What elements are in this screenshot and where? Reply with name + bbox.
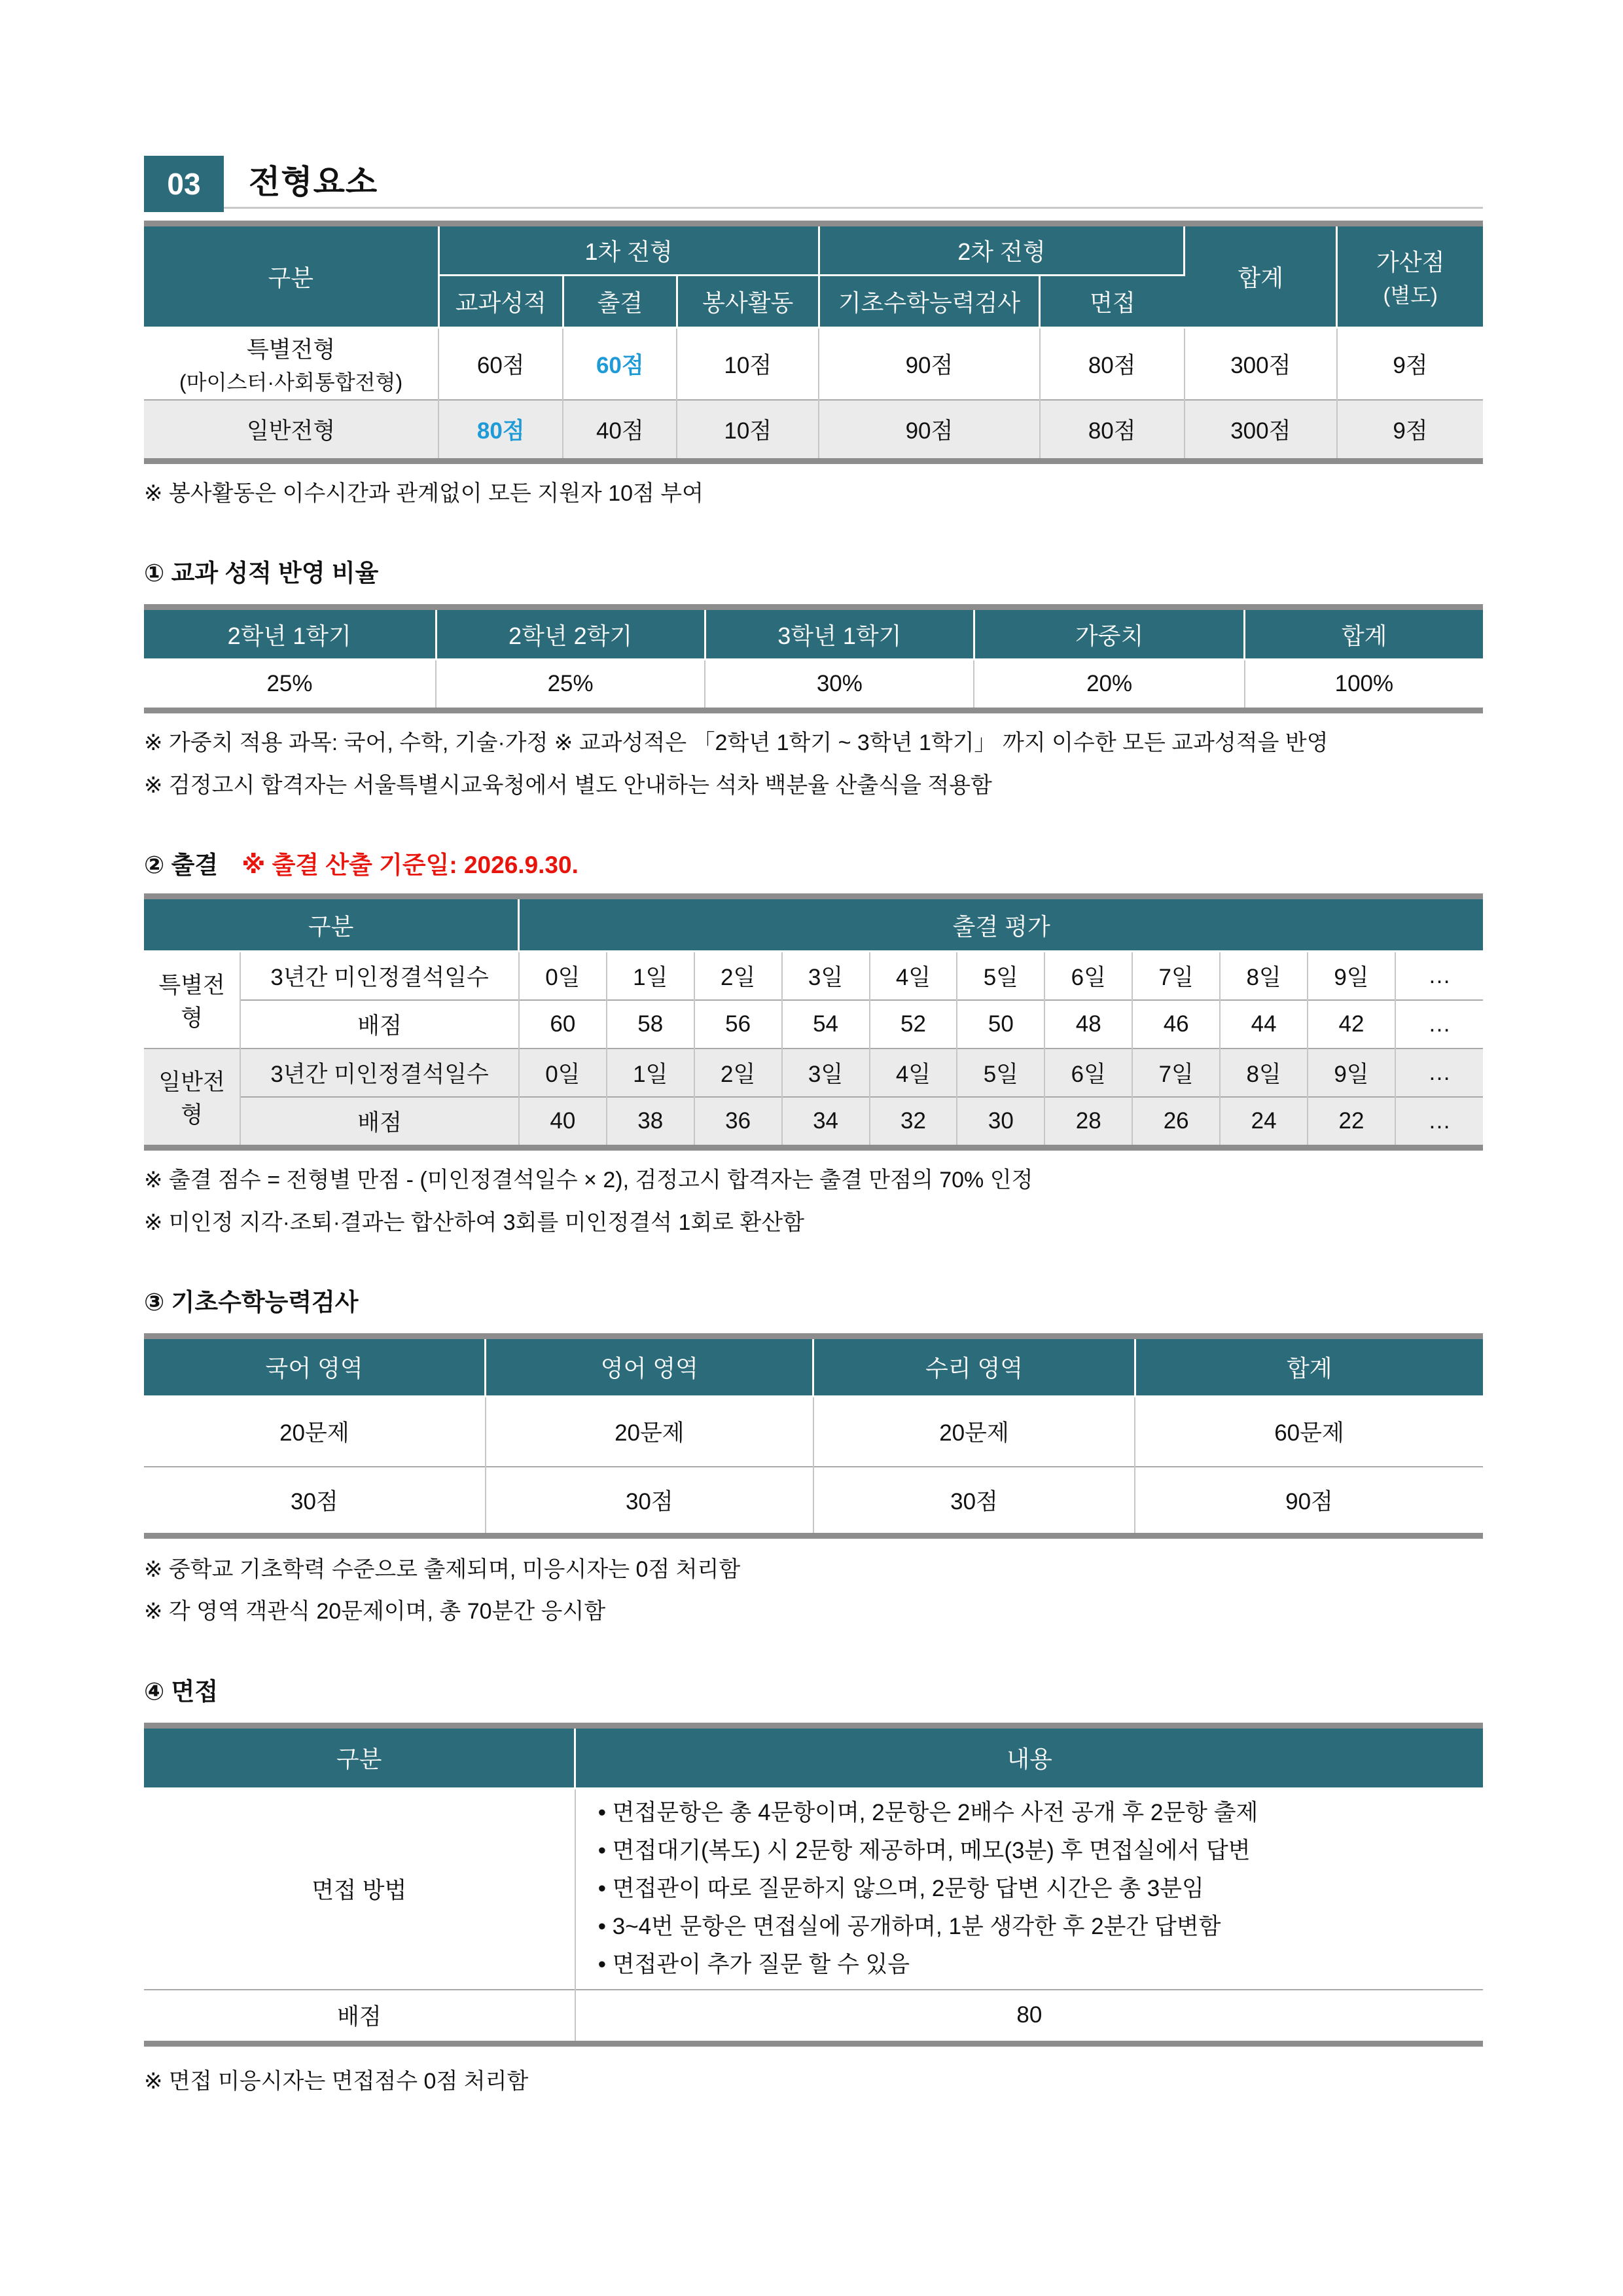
heading-basic-test: ③ 기초수학능력검사 [144, 1288, 359, 1316]
cell: 30점 [813, 1467, 1135, 1536]
bullet-item: • 면접관이 따로 질문하지 않으며, 2문항 답변 시간은 총 3분임 [597, 1876, 1204, 1902]
cell: 9일 [1308, 1049, 1395, 1097]
table-row [144, 1000, 1483, 1049]
cell: 90점 [819, 328, 1040, 401]
notes-block [144, 1552, 1483, 1630]
cell: 80점 [1040, 400, 1185, 461]
subcol-header: 기초수학능력검사 [819, 276, 1040, 328]
cell: 3일 [782, 1049, 870, 1097]
row-label: 배점 [144, 1990, 575, 2044]
cell: 9일 [1308, 952, 1395, 1001]
cell: 40 [519, 1097, 607, 1148]
cell: 42 [1308, 1000, 1395, 1049]
cell: 100% [1245, 660, 1483, 711]
cell: 2일 [694, 1049, 782, 1097]
col-header-round1: 1차 전형 [438, 224, 819, 276]
cell: 2일 [694, 952, 782, 1001]
heading-attendance-red-note: ※ 출결 산출 기준일: 2026.9.30. [241, 852, 579, 879]
table-row [144, 660, 1483, 711]
cell: 0일 [519, 952, 607, 1001]
bullet-item: • 3~4번 문항은 면접실에 공개하며, 1분 생각한 후 2분간 답변함 [597, 1914, 1221, 1940]
cell: 5일 [957, 952, 1044, 1001]
cell: 20문제 [144, 1396, 486, 1467]
cell: … [1395, 952, 1483, 1001]
cell: 30점 [144, 1467, 486, 1536]
cell: 38 [607, 1097, 694, 1148]
cell: 20문제 [486, 1396, 813, 1467]
col-header-gubun: 구분 [144, 224, 438, 328]
cell: 54 [782, 1000, 870, 1049]
cell: 8일 [1220, 1049, 1308, 1097]
cell: 80 [575, 1990, 1483, 2044]
cell: 48 [1044, 1000, 1132, 1049]
bullet-item: • 면접대기(복도) 시 2문항 제공하며, 메모(3분) 후 면접실에서 답변 [597, 1838, 1251, 1864]
col-header: 수리 영역 [813, 1336, 1135, 1396]
cell: … [1395, 1000, 1483, 1049]
col-header-round2: 2차 전형 [819, 224, 1185, 276]
interview-method-bullets [575, 1788, 1483, 1990]
cell: 28 [1044, 1097, 1132, 1148]
row-label: 3년간 미인정결석일수 [240, 952, 519, 1001]
table-row [144, 1990, 1483, 2044]
cell: 46 [1132, 1000, 1220, 1049]
col-header: 2학년 2학기 [436, 607, 705, 660]
table-row [144, 1467, 1483, 1536]
cell: 6일 [1044, 952, 1132, 1001]
note: ※ 중학교 기초학력 수준으로 출제되며, 미응시자는 0점 처리함 [144, 1556, 741, 1582]
basic-test-table [144, 1333, 1483, 1539]
col-header: 국어 영역 [144, 1336, 486, 1396]
cell: 26 [1132, 1097, 1220, 1148]
row-label: 3년간 미인정결석일수 [240, 1049, 519, 1097]
cell: 25% [436, 660, 705, 711]
row-label: 배점 [240, 1097, 519, 1148]
note: ※ 봉사활동은 이수시간과 관계없이 모든 지원자 10점 부여 [144, 481, 704, 506]
col-header: 3학년 1학기 [705, 607, 974, 660]
cell: 52 [870, 1000, 957, 1049]
subcol-header: 봉사활동 [677, 276, 819, 328]
col-header: 합계 [1135, 1336, 1483, 1396]
col-header-gubun: 구분 [144, 897, 519, 952]
group-label: 특별전형 [144, 952, 240, 1049]
note: ※ 미인정 지각·조퇴·결과는 합산하여 3회를 미인정결석 1회로 환산함 [144, 1210, 805, 1235]
col-header: 합계 [1245, 607, 1483, 660]
cell-accent: 80점 [438, 400, 563, 461]
bullet-item: • 면접문항은 총 4문항이며, 2문항은 2배수 사전 공개 후 2문항 출제 [597, 1800, 1258, 1826]
cell-accent: 60점 [563, 328, 677, 401]
group-label: 일반전형 [144, 1049, 240, 1148]
cell: 4일 [870, 1049, 957, 1097]
cell: 80점 [1040, 328, 1185, 401]
cell: 300점 [1185, 328, 1337, 401]
cell: 3일 [782, 952, 870, 1001]
cell: 60점 [438, 328, 563, 401]
col-header-evaluation: 출결 평가 [519, 897, 1483, 952]
notes-block [144, 1162, 1483, 1240]
page-content [144, 156, 1483, 2099]
heading-attendance-label: ② 출결 [144, 852, 219, 879]
element-summary-table [144, 221, 1483, 464]
row-label [144, 328, 438, 401]
row-label: 일반전형 [144, 400, 438, 461]
subcol-header: 면접 [1040, 276, 1185, 328]
cell: 300점 [1185, 400, 1337, 461]
cell: 6일 [1044, 1049, 1132, 1097]
bonus-line2: (별도) [1383, 283, 1438, 307]
cell: 30 [957, 1097, 1044, 1148]
cell: 40점 [563, 400, 677, 461]
col-header: 영어 영역 [486, 1336, 813, 1396]
note: ※ 가중치 적용 과목: 국어, 수학, 기술·가정 ※ 교과성적은 「2학년 1학기 ~ 3학년 1학기」 까지 이수한 모든 교과성적을 반영 [144, 730, 1329, 756]
attendance-table [144, 893, 1483, 1151]
table-row [144, 1097, 1483, 1148]
table-row [144, 400, 1483, 461]
cell: 5일 [957, 1049, 1044, 1097]
heading-attendance [144, 845, 1483, 880]
cell: 25% [144, 660, 436, 711]
cell: 0일 [519, 1049, 607, 1097]
table-row [144, 1049, 1483, 1097]
cell: … [1395, 1049, 1483, 1097]
table-row [144, 1788, 1483, 1990]
cell: 10점 [677, 328, 819, 401]
cell: 7일 [1132, 1049, 1220, 1097]
heading-grade-ratio: ① 교과 성적 반영 비율 [144, 560, 379, 587]
section-header [144, 156, 1483, 209]
col-header: 2학년 1학기 [144, 607, 436, 660]
heading-interview: ④ 면접 [144, 1677, 219, 1705]
page-title: 전형요소 [249, 164, 378, 200]
cell: 30% [705, 660, 974, 711]
cell: 24 [1220, 1097, 1308, 1148]
interview-table [144, 1723, 1483, 2047]
note: ※ 출결 점수 = 전형별 만점 - (미인정결석일수 × 2), 검정고시 합격자는 출결 만점의 70% 인정 [144, 1168, 1033, 1193]
col-header-bonus [1337, 224, 1483, 328]
cell: 60문제 [1135, 1396, 1483, 1467]
col-header-gubun: 구분 [144, 1725, 575, 1788]
cell: 90점 [1135, 1467, 1483, 1536]
cell: 20문제 [813, 1396, 1135, 1467]
grade-ratio-table [144, 604, 1483, 713]
table-row [144, 328, 1483, 401]
cell: 30점 [486, 1467, 813, 1536]
cell: 4일 [870, 952, 957, 1001]
note: ※ 검정고시 합격자는 서울특별시교육청에서 별도 안내하는 석차 백분율 산출식을 적용함 [144, 772, 992, 798]
row-label-sub: (마이스터·사회통합전형) [179, 370, 403, 394]
subcol-header: 출결 [563, 276, 677, 328]
cell: … [1395, 1097, 1483, 1148]
note: ※ 면접 미응시자는 면접점수 0점 처리함 [144, 2068, 529, 2094]
cell: 50 [957, 1000, 1044, 1049]
cell: 56 [694, 1000, 782, 1049]
cell: 1일 [607, 952, 694, 1001]
col-header-content: 내용 [575, 1725, 1483, 1788]
cell: 7일 [1132, 952, 1220, 1001]
section-number-badge: 03 [144, 156, 224, 212]
cell: 58 [607, 1000, 694, 1049]
cell: 9점 [1337, 328, 1483, 401]
notes-block [144, 725, 1483, 803]
row-label: 배점 [240, 1000, 519, 1049]
cell: 20% [974, 660, 1244, 711]
cell: 10점 [677, 400, 819, 461]
cell: 36 [694, 1097, 782, 1148]
cell: 22 [1308, 1097, 1395, 1148]
cell: 8일 [1220, 952, 1308, 1001]
row-label-main: 특별전형 [246, 337, 336, 363]
bonus-line1: 가산점 [1376, 249, 1445, 276]
note: ※ 각 영역 객관식 20문제이며, 총 70분간 응시함 [144, 1599, 606, 1624]
table-row [144, 952, 1483, 1001]
cell: 60 [519, 1000, 607, 1049]
cell: 9점 [1337, 400, 1483, 461]
cell: 34 [782, 1097, 870, 1148]
bullet-item: • 면접관이 추가 질문 할 수 있음 [597, 1952, 910, 1978]
col-header-total: 합계 [1185, 224, 1337, 328]
subcol-header: 교과성적 [438, 276, 563, 328]
cell: 1일 [607, 1049, 694, 1097]
cell: 32 [870, 1097, 957, 1148]
row-label: 면접 방법 [144, 1788, 575, 1990]
table-row [144, 1396, 1483, 1467]
col-header: 가중치 [974, 607, 1244, 660]
cell: 44 [1220, 1000, 1308, 1049]
cell: 90점 [819, 400, 1040, 461]
